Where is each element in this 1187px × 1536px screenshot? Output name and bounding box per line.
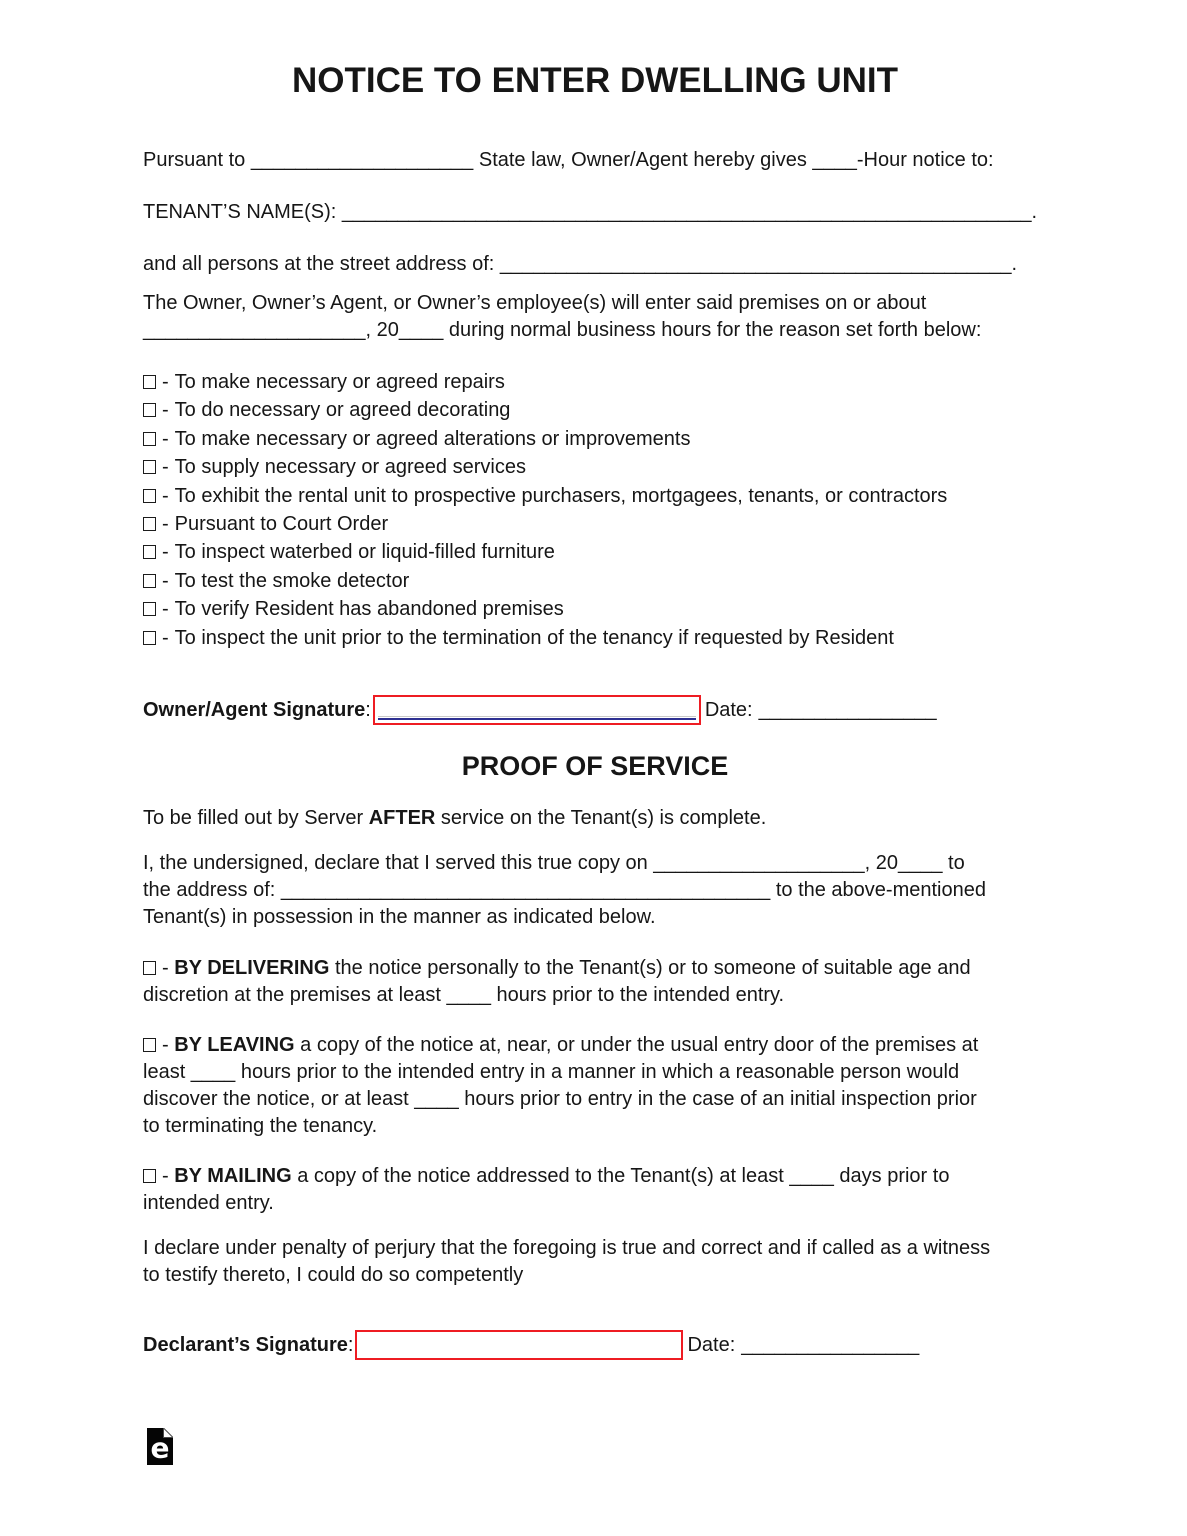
text-line — [143, 955, 1047, 982]
text-line — [143, 1113, 1047, 1140]
checkbox-icon[interactable] — [143, 403, 156, 417]
reason-separator: - — [162, 626, 169, 649]
text: - — [162, 1165, 175, 1188]
street-address-line: and all persons at the street address of: ______________________________________________. — [143, 253, 1018, 275]
entry-reason-item — [143, 595, 1047, 623]
text: discover the notice, or at least ____ hours prior to entry in the case of an initial inspection prior — [143, 1088, 977, 1111]
owner-date-label: Date: — [704, 698, 753, 721]
entry-reason-item — [143, 396, 1047, 424]
entry-reason-item — [143, 624, 1047, 652]
pursuant-state-law-line: Pursuant to ____________________ State law, Owner/Agent hereby gives ____-Hour notice to: — [143, 149, 994, 171]
checkbox-icon[interactable] — [143, 602, 156, 616]
bold-text: BY LEAVING — [174, 1034, 295, 1057]
text: To be filled out by Server — [143, 807, 369, 830]
text-line — [143, 1086, 1047, 1113]
reason-separator: - — [162, 427, 169, 450]
reason-separator: - — [162, 456, 169, 479]
checkbox-icon[interactable] — [143, 1169, 156, 1183]
checkbox-icon[interactable] — [143, 574, 156, 588]
reason-separator: - — [162, 371, 169, 393]
reason-text: To supply necessary or agreed services — [174, 456, 526, 479]
checkbox-icon[interactable] — [143, 432, 156, 446]
text-line — [143, 1190, 1047, 1217]
service-declaration-paragraph — [143, 850, 1047, 931]
reason-text: Pursuant to Court Order — [174, 513, 389, 536]
entry-reason-item — [143, 453, 1047, 481]
checkbox-icon[interactable] — [143, 1038, 156, 1052]
reason-separator: - — [162, 598, 169, 621]
text-line: to testify thereto, I could do so competently — [143, 1264, 524, 1287]
server-instruction-line — [143, 805, 1047, 832]
eforms-logo — [147, 1428, 173, 1465]
text: the notice personally to the Tenant(s) or to someone of suitable age and — [329, 957, 971, 980]
reason-text: To exhibit the rental unit to prospective purchasers, mortgagees, tenants, or contractors — [174, 484, 948, 507]
text-line: I declare under penalty of perjury that the foregoing is true and correct and if called as a witness — [143, 1237, 991, 1260]
reason-text: To make necessary or agreed alterations or improvements — [174, 427, 691, 450]
checkbox-icon[interactable] — [143, 375, 156, 389]
logo-letter: e — [150, 1431, 170, 1465]
perjury-statement-paragraph — [143, 1235, 1047, 1289]
text-line — [143, 1032, 1047, 1059]
text-line: the address of: ____________________________________________ to the above-mentioned — [143, 879, 986, 902]
declarant-signature-colon: : — [347, 1333, 354, 1356]
text: to terminating the tenancy. — [143, 1115, 378, 1138]
reason-separator: - — [162, 399, 169, 422]
reason-text: To test the smoke detector — [174, 569, 410, 592]
reason-text: To inspect the unit prior to the termination of the tenancy if requested by Resident — [174, 626, 894, 649]
entry-reason-item — [143, 425, 1047, 453]
entry-reason-item — [143, 482, 1047, 510]
entry-statement-paragraph — [143, 290, 1047, 344]
entry-reasons-list — [143, 368, 1047, 652]
owner-date-blank: ________________ — [758, 698, 937, 721]
bold-text: BY DELIVERING — [174, 957, 330, 980]
reason-text: To inspect waterbed or liquid-filled furniture — [174, 541, 555, 564]
service-method-by-leaving — [143, 1032, 1047, 1140]
text-line: Tenant(s) in possession in the manner as indicated below. — [143, 906, 656, 929]
text-line: I, the undersigned, declare that I served this true copy on ___________________, 20____ to — [143, 852, 965, 875]
text: a copy of the notice addressed to the Tenant(s) at least ____ days prior to — [291, 1165, 950, 1188]
declarant-signature-row — [143, 1330, 1047, 1360]
tenant-names-line: TENANT’S NAME(S): ______________________________________________________________. — [143, 201, 1038, 223]
reason-text: To verify Resident has abandoned premises — [174, 598, 564, 621]
text: least ____ hours prior to the intended entry in a manner in which a reasonable person would — [143, 1061, 960, 1084]
text: - — [162, 957, 175, 980]
checkbox-icon[interactable] — [143, 460, 156, 474]
checkbox-icon[interactable] — [143, 545, 156, 559]
owner-signature-colon: : — [365, 698, 371, 721]
text-line: ____________________, 20____ during normal business hours for the reason set forth below: — [143, 319, 982, 341]
document-title: NOTICE TO ENTER DWELLING UNIT — [291, 61, 898, 100]
service-method-by-mailing — [143, 1163, 1047, 1217]
entry-reason-item — [143, 538, 1047, 566]
service-methods — [143, 955, 1047, 1217]
entry-reason-item — [143, 368, 1047, 396]
declarant-date-blank: ________________ — [741, 1333, 920, 1356]
declarant-date-label: Date: — [687, 1333, 736, 1356]
reason-text: To make necessary or agreed repairs — [174, 371, 505, 393]
checkbox-icon[interactable] — [143, 961, 156, 975]
reason-separator: - — [162, 484, 169, 507]
proof-of-service-heading: PROOF OF SERVICE — [461, 751, 729, 782]
bold-text: BY MAILING — [174, 1165, 292, 1188]
reason-separator: - — [162, 569, 169, 592]
text-line — [143, 982, 1047, 1009]
text-line — [143, 805, 1047, 832]
entry-reason-item — [143, 567, 1047, 595]
declarant-signature-label: Declarant’s Signature — [143, 1333, 348, 1356]
text: a copy of the notice at, near, or under the usual entry door of the premises at — [294, 1034, 979, 1057]
text: intended entry. — [143, 1192, 274, 1215]
owner-signature-row — [143, 695, 1047, 725]
owner-signature-label: Owner/Agent Signature — [143, 698, 366, 721]
bold-text: AFTER — [368, 807, 436, 830]
checkbox-icon[interactable] — [143, 517, 156, 531]
declarant-signature-field[interactable] — [355, 1330, 683, 1360]
reason-separator: - — [162, 513, 169, 536]
text-line — [143, 1059, 1047, 1086]
text: - — [162, 1034, 175, 1057]
text-line — [143, 1163, 1047, 1190]
text: service on the Tenant(s) is complete. — [435, 807, 767, 830]
checkbox-icon[interactable] — [143, 489, 156, 503]
entry-reason-item — [143, 510, 1047, 538]
reason-separator: - — [162, 541, 169, 564]
service-method-by-delivering — [143, 955, 1047, 1009]
text: discretion at the premises at least ____ hours prior to the intended entry. — [143, 984, 785, 1007]
text-line: The Owner, Owner’s Agent, or Owner’s employee(s) will enter said premises on or about — [143, 292, 927, 314]
owner-signature-field[interactable] — [373, 695, 701, 725]
reason-text: To do necessary or agreed decorating — [174, 399, 511, 422]
checkbox-icon[interactable] — [143, 631, 156, 645]
